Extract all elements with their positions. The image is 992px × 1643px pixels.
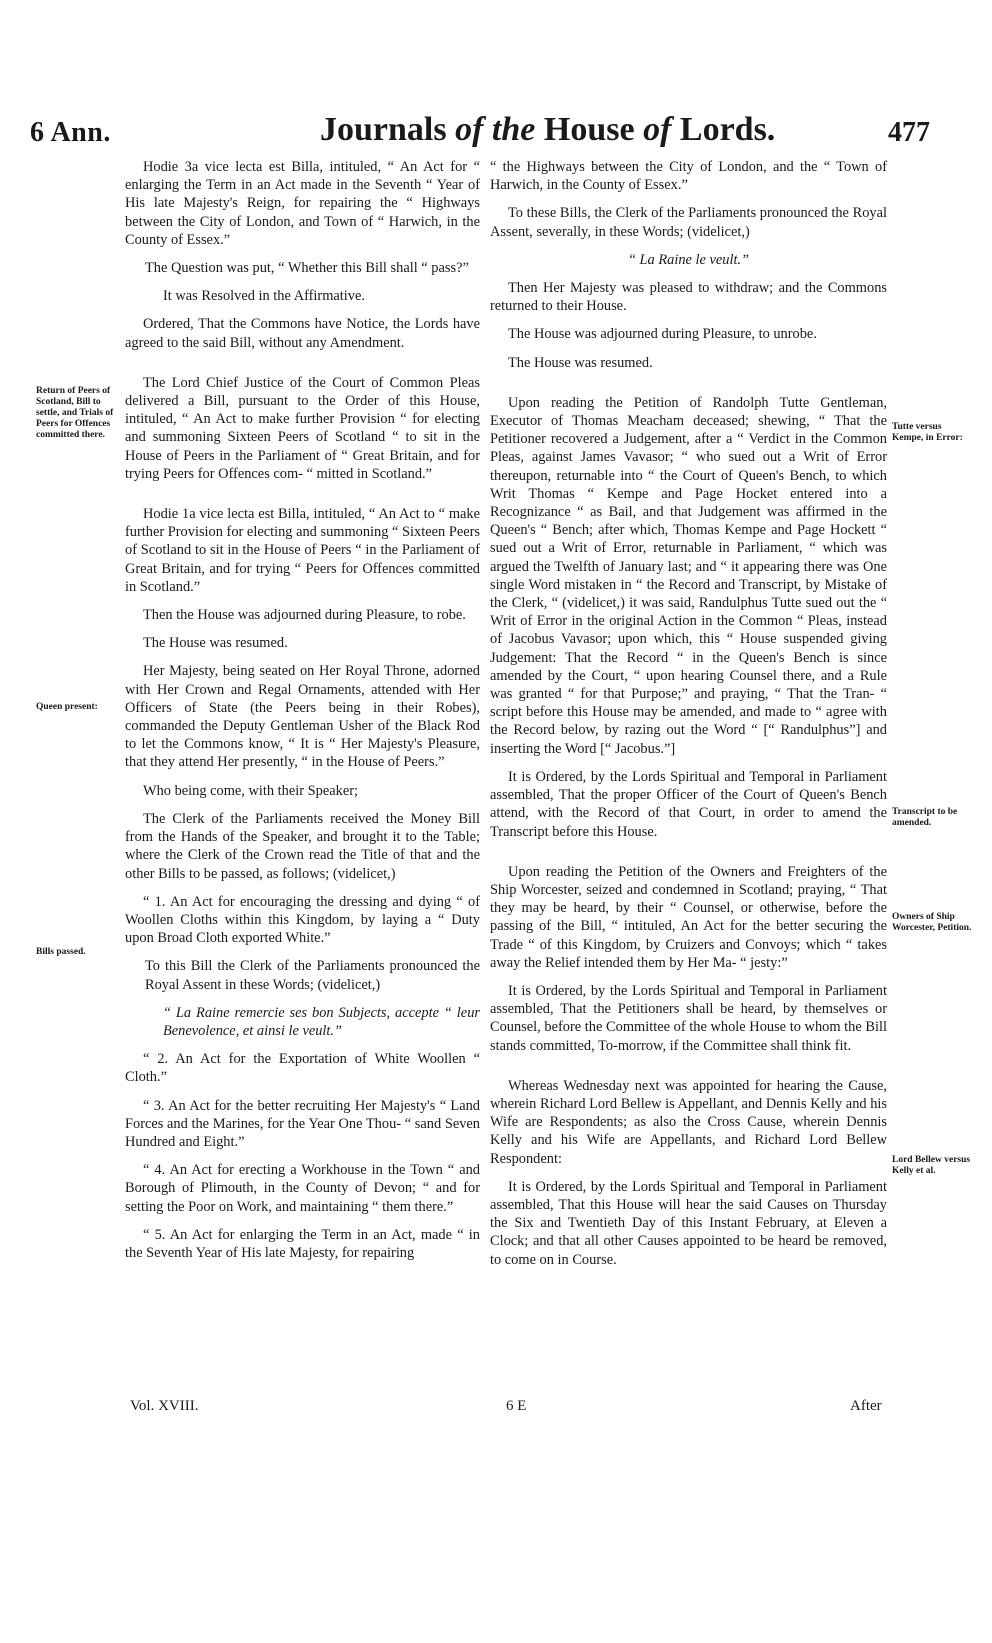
right-column — [490, 158, 887, 1279]
spacer — [490, 1065, 887, 1077]
title-part-d: of — [643, 111, 672, 148]
title-part-a: Journals — [320, 111, 456, 148]
margin-note-owners: Owners of Ship Worcester, Petition. — [892, 912, 972, 933]
spacer — [490, 382, 887, 394]
paragraph: Upon reading the Petition of Randolph Tutte Gentleman, Executor of Thomas Meacham deceased; shewing, “ That the Petitioner recovered a Judgement, after a “ Verdict in the Common Pleas, against James Vavasor; “ who sued out a Writ of Error thereupon, returnable into “ the Court of Queen's Bench, to which Writ Thomas “ Kempe and Page Hocket entered into a Recognizance “ as Bail, and that Judgement was affirmed in the Queen's “ Bench; after which, Thomas Kempe and Page Hockett “ sued out a Writ of Error, returnable in Parliament, “ which was argued the Twelfth of January last; and “ it appearing there was One single Word mistaken in “ the Record and Transcript, by Mistake of the Clerk, “ (videlicet,) it was said, Randulphus Tutte sued out the “ Writ of Error in the original Action in the Common “ Pleas, instead of Jacobus Vavasor; upon which, this “ House suspended giving Judgement: That the Record “ in the Queen's Bench is since amended by the Court, “ upon hearing Counsel there, and a Rule was granted “ for that Purpose;” and praying, “ That the Tran- “ script before this House may be amended, and made to “ agree with the Record below, by razing out the Word “ [“ Randulphus”] and inserting the Word [“ Jacobus.”] — [490, 394, 887, 757]
paragraph: “ 5. An Act for enlarging the Term in an Act, made “ in the Seventh Year of His late Majesty, for repairing — [125, 1226, 480, 1261]
left-column — [125, 158, 480, 1272]
spacer — [125, 493, 480, 505]
title-part-e: Lords. — [671, 111, 776, 148]
margin-note-bellew: Lord Bellew versus Kelly et al. — [892, 1155, 971, 1176]
paragraph: Upon reading the Petition of the Owners and Freighters of the Ship Worcester, seized and condemned in Scotland; praying, “ That they may be heard, by their “ Counsel, or otherwise, before the passing of the Bill, “ intituled, An Act for the better securing the Trade “ of this Kingdom, by Cruizers and Convoys; which “ takes away the Relief intended them by Her Ma- “ jesty:” — [490, 863, 887, 971]
paragraph: To this Bill the Clerk of the Parliaments pronounced the Royal Assent in these Words; (videlicet,) — [145, 958, 480, 993]
paragraph: Who being come, with their Speaker; — [143, 782, 358, 799]
paragraph: The Lord Chief Justice of the Court of Common Pleas delivered a Bill, pursuant to the Order of this House, intituled, “ An Act to make further Provision “ for electing and summoning Sixteen Peers of Scotland “ to sit in the House of Peers in the Parliament of “ Great Britain, and for trying Peers for Offences com- “ mitted in Scotland.” — [125, 374, 480, 482]
paragraph: Whereas Wednesday next was appointed for hearing the Cause, wherein Richard Lord Bellew is Appellant, and Dennis Kelly and his Wife are Respondents; as also the Cross Cause, wherein Dennis Kelly and his Wife are Appellants, and Richard Lord Bellew Respondent: — [490, 1077, 887, 1167]
paragraph: “ 1. An Act for encouraging the dressing and dying “ of Woollen Cloths within this Kingdom, by laying a “ Duty upon Broad Cloth exported White.” — [125, 893, 480, 947]
page-number: 477 — [888, 117, 930, 148]
paragraph: It is Ordered, by the Lords Spiritual and Temporal in Parliament assembled, That the proper Officer of the Court of Queen's Bench attend, with the Record of that Court, in order to amend the Transcript before this House. — [490, 768, 887, 840]
margin-note-bills-passed: Bills passed. — [36, 947, 86, 957]
paragraph: It was Resolved in the Affirmative. — [163, 288, 365, 305]
paragraph: The House was resumed. — [143, 635, 288, 652]
paragraph: Ordered, That the Commons have Notice, the Lords have agreed to the said Bill, without any Amendment. — [125, 316, 480, 351]
paragraph: “ the Highways between the City of London, and the “ Town of Harwich, in the County of Essex.” — [490, 159, 887, 194]
paragraph: “ 4. An Act for erecting a Workhouse in the Town “ and Borough of Plimouth, in the County of Devon; “ and for setting the Poor on Work, and maintaining “ them there.” — [125, 1162, 480, 1215]
paragraph: To these Bills, the Clerk of the Parliaments pronounced the Royal Assent, severally, in these Words; (videlicet,) — [490, 205, 887, 240]
margin-note-tutte: Tutte versus Kempe, in Error: — [892, 422, 963, 443]
margin-note-queen-present: Queen present: — [36, 702, 98, 712]
margin-note-transcript: Transcript to be amended. — [892, 807, 958, 828]
page-title — [320, 111, 775, 149]
paragraph: Her Majesty, being seated on Her Royal Throne, adorned with Her Crown and Regal Ornaments, attended with Her Officers of State (the Peers being in their Robes), commanded the Deputy Gentleman Usher of the Black Rod to let the Commons know, “ It is “ Her Majesty's Pleasure, that they attend Her presently, “ in the House of Peers.” — [125, 663, 480, 771]
paragraph: “ 2. An Act for the Exportation of White Woollen “ Cloth.” — [125, 1051, 480, 1086]
paragraph: The Question was put, “ Whether this Bill shall “ pass?” — [145, 260, 469, 277]
paragraph: The House was adjourned during Pleasure, to unrobe. — [508, 326, 817, 343]
paragraph: It is Ordered, by the Lords Spiritual and Temporal in Parliament assembled, That the Petitioners shall be heard, by themselves or Counsel, before the Committee of the whole House to whom the Bill stands committed, To-morrow, if the Committee shall think fit. — [490, 982, 887, 1054]
spacer — [490, 851, 887, 863]
paragraph: “ 3. An Act for the better recruiting Her Majesty's “ Land Forces and the Marines, for the Year One Thou- “ sand Seven Hundred and Eight.” — [125, 1097, 480, 1150]
volume-number: Vol. XVIII. — [130, 1398, 199, 1414]
regnal-year: 6 Ann. — [30, 117, 111, 148]
title-part-b: of the — [455, 111, 536, 148]
catchword: After — [850, 1398, 882, 1414]
paragraph: It is Ordered, by the Lords Spiritual and Temporal in Parliament assembled, That this House will hear the said Causes on Thursday the Six and Twentieth Day of this Instant February, at Eleven a Clock; and that all other Causes appointed to be heard be removed, to come on in Course. — [490, 1178, 887, 1268]
paragraph: Then Her Majesty was pleased to withdraw; and the Commons returned to their House. — [490, 280, 887, 315]
printer-signature: 6 E — [506, 1398, 527, 1414]
title-part-c: House — [535, 111, 644, 148]
paragraph: Then the House was adjourned during Pleasure, to robe. — [143, 607, 466, 624]
spacer — [125, 362, 480, 374]
paragraph: “ La Raine remercie ses bon Subjects, accepte “ leur Benevolence, et ainsi le veult.” — [163, 1004, 480, 1039]
paragraph: Hodie 3a vice lecta est Billa, intituled, “ An Act for “ enlarging the Term in an Act made in the Seventh “ Year of His late Majesty's Reign, for repairing the “ Highways between the City of London, and Town of “ Harwich, in the County of Essex.” — [125, 159, 480, 248]
margin-note-return-peers: Return of Peers of Scotland, Bill to settle, and Trials of Peers for Offences committed there. — [36, 386, 114, 440]
paragraph: “ La Raine le veult.” — [627, 251, 750, 268]
paragraph: The Clerk of the Parliaments received the Money Bill from the Hands of the Speaker, and brought it to the Table; where the Clerk of the Crown read the Title of that and the other Bills to be passed, as follows; (videlicet,) — [125, 810, 480, 882]
paragraph: The House was resumed. — [508, 354, 653, 371]
paragraph: Hodie 1a vice lecta est Billa, intituled, “ An Act to “ make further Provision for electing and summoning “ Sixteen Peers of Scotland to sit in the House of Peers “ in the Parliament of Great Britain, and for trying “ Peers for Offences committed in Scotland.” — [125, 506, 480, 595]
